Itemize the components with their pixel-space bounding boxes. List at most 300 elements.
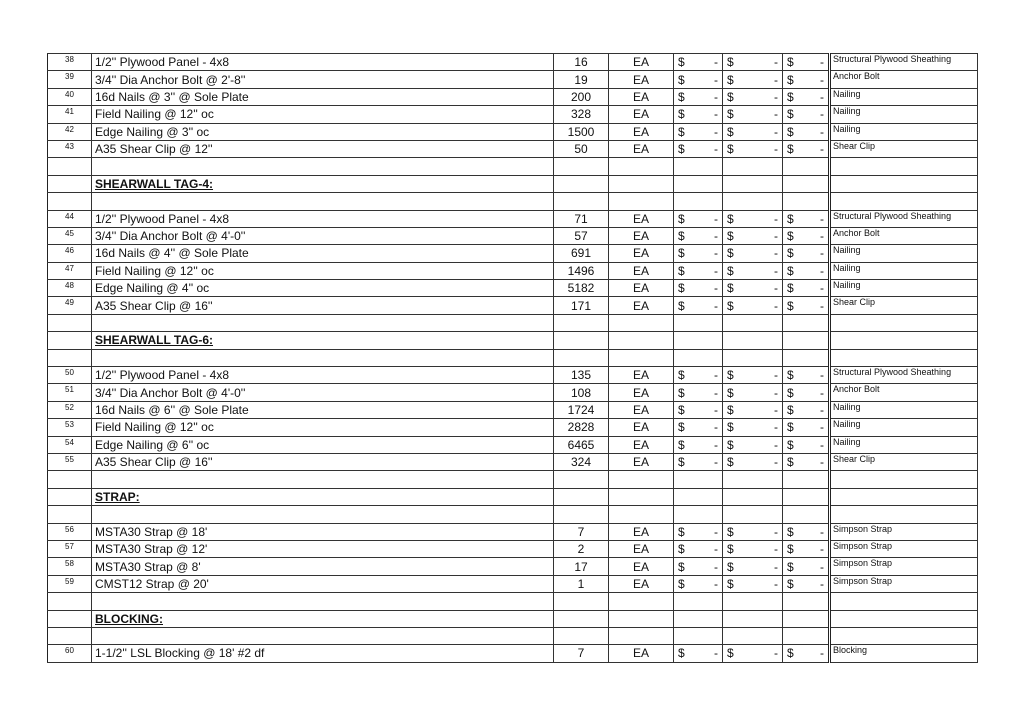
notes-cell[interactable]: Structural Plywood Sheathing [830, 367, 978, 384]
material-cost-cell[interactable] [723, 593, 783, 610]
total-cost-cell[interactable] [783, 106, 830, 123]
unit-cell[interactable] [609, 488, 674, 505]
amount-value: - [774, 455, 778, 470]
notes-cell[interactable]: Simpson Strap [830, 523, 978, 540]
unit-cell[interactable]: EA [609, 280, 674, 297]
material-cost-cell[interactable] [723, 384, 783, 401]
item-number-cell[interactable] [48, 158, 92, 175]
section-title: SHEARWALL TAG-6: [95, 333, 214, 348]
description-cell[interactable]: 16d Nails @ 6'' @ Sole Plate [92, 401, 554, 418]
item-number-cell[interactable]: 49 [48, 297, 92, 314]
notes-cell[interactable] [830, 488, 978, 505]
material-cost-cell[interactable] [723, 262, 783, 279]
item-number-cell[interactable] [48, 488, 92, 505]
description-cell[interactable] [92, 175, 554, 192]
unit-price-cell[interactable] [674, 488, 723, 505]
quantity-cell[interactable]: 108 [554, 384, 609, 401]
notes-cell[interactable]: Simpson Strap [830, 558, 978, 575]
material-cost-cell[interactable] [723, 123, 783, 140]
quantity-cell[interactable] [554, 314, 609, 331]
quantity-cell[interactable] [554, 193, 609, 210]
material-cost-cell[interactable] [723, 453, 783, 470]
material-cost-cell[interactable] [723, 227, 783, 244]
item-number-cell[interactable]: 39 [48, 71, 92, 88]
notes-cell[interactable] [830, 471, 978, 488]
item-number-cell[interactable]: 56 [48, 523, 92, 540]
quantity-cell[interactable] [554, 175, 609, 192]
quantity-cell[interactable]: 324 [554, 453, 609, 470]
description-cell[interactable]: Edge Nailing @ 4'' oc [92, 280, 554, 297]
unit-price-cell[interactable] [674, 558, 723, 575]
notes-cell[interactable] [830, 314, 978, 331]
total-cost-cell[interactable] [783, 627, 830, 644]
item-number-cell[interactable] [48, 314, 92, 331]
total-cost-cell[interactable] [783, 297, 830, 314]
quantity-cell[interactable] [554, 332, 609, 349]
quantity-cell[interactable] [554, 349, 609, 366]
material-cost-cell[interactable] [723, 175, 783, 192]
description-cell[interactable] [92, 193, 554, 210]
item-number-cell[interactable]: 55 [48, 453, 92, 470]
unit-price-cell[interactable] [674, 349, 723, 366]
quantity-cell[interactable]: 50 [554, 140, 609, 157]
unit-cell[interactable] [609, 506, 674, 523]
item-number-cell[interactable]: 60 [48, 645, 92, 662]
total-cost-cell[interactable] [783, 575, 830, 592]
item-number-cell[interactable]: 48 [48, 280, 92, 297]
description-cell[interactable] [92, 314, 554, 331]
quantity-cell[interactable]: 6465 [554, 436, 609, 453]
unit-cell[interactable]: EA [609, 401, 674, 418]
description-cell[interactable] [92, 471, 554, 488]
description-cell[interactable]: 3/4'' Dia Anchor Bolt @ 4'-0'' [92, 384, 554, 401]
unit-price-cell[interactable] [674, 401, 723, 418]
unit-price-cell[interactable] [674, 280, 723, 297]
quantity-cell[interactable]: 1 [554, 575, 609, 592]
description-cell[interactable]: CMST12 Strap @ 20' [92, 575, 554, 592]
unit-price-cell[interactable] [674, 54, 723, 71]
material-cost-cell[interactable] [723, 71, 783, 88]
total-cost-cell[interactable] [783, 367, 830, 384]
quantity-cell[interactable]: 57 [554, 227, 609, 244]
item-number-cell[interactable]: 40 [48, 88, 92, 105]
table-row [48, 262, 978, 279]
notes-cell[interactable]: Simpson Strap [830, 540, 978, 557]
description-cell[interactable]: MSTA30 Strap @ 18' [92, 523, 554, 540]
table-row [48, 123, 978, 140]
unit-price-cell[interactable] [674, 158, 723, 175]
table-row [48, 645, 978, 662]
item-number-cell[interactable] [48, 471, 92, 488]
description-cell[interactable]: 16d Nails @ 4'' @ Sole Plate [92, 245, 554, 262]
description-cell[interactable]: 1/2'' Plywood Panel - 4x8 [92, 54, 554, 71]
description-cell[interactable] [92, 627, 554, 644]
notes-cell[interactable]: Simpson Strap [830, 575, 978, 592]
unit-price-cell[interactable] [674, 297, 723, 314]
notes-cell[interactable]: Anchor Bolt [830, 227, 978, 244]
total-cost-cell[interactable] [783, 332, 830, 349]
unit-price-cell[interactable] [674, 627, 723, 644]
item-number-cell[interactable]: 53 [48, 419, 92, 436]
unit-price-cell[interactable] [674, 88, 723, 105]
total-cost-cell[interactable] [783, 262, 830, 279]
notes-cell[interactable]: Shear Clip [830, 453, 978, 470]
quantity-cell[interactable]: 19 [554, 71, 609, 88]
description-cell[interactable]: 3/4'' Dia Anchor Bolt @ 4'-0'' [92, 227, 554, 244]
quantity-cell[interactable] [554, 610, 609, 627]
unit-cell[interactable]: EA [609, 419, 674, 436]
material-cost-cell[interactable] [723, 367, 783, 384]
total-cost-cell[interactable] [783, 523, 830, 540]
description-cell[interactable]: 1-1/2'' LSL Blocking @ 18' #2 df [92, 645, 554, 662]
item-number-cell[interactable]: 41 [48, 106, 92, 123]
unit-cell[interactable]: EA [609, 367, 674, 384]
unit-cell[interactable] [609, 627, 674, 644]
unit-cell[interactable] [609, 471, 674, 488]
item-number-cell[interactable] [48, 506, 92, 523]
quantity-cell[interactable] [554, 627, 609, 644]
material-cost-cell[interactable] [723, 54, 783, 71]
total-cost-cell[interactable] [783, 314, 830, 331]
unit-cell[interactable]: EA [609, 575, 674, 592]
unit-cell[interactable]: EA [609, 54, 674, 71]
quantity-cell[interactable]: 328 [554, 106, 609, 123]
unit-cell[interactable]: EA [609, 71, 674, 88]
notes-cell[interactable]: Nailing [830, 436, 978, 453]
unit-price-cell[interactable] [674, 610, 723, 627]
total-cost-cell[interactable] [783, 175, 830, 192]
material-cost-cell[interactable] [723, 540, 783, 557]
unit-price-cell[interactable] [674, 140, 723, 157]
item-number-cell[interactable]: 51 [48, 384, 92, 401]
total-cost-cell[interactable] [783, 123, 830, 140]
unit-price-cell[interactable] [674, 523, 723, 540]
currency-symbol: $ [678, 211, 685, 226]
notes-cell[interactable]: Nailing [830, 123, 978, 140]
unit-cell[interactable]: EA [609, 245, 674, 262]
currency-symbol: $ [787, 281, 794, 296]
unit-cell[interactable] [609, 332, 674, 349]
material-cost-cell[interactable] [723, 401, 783, 418]
description-cell[interactable]: MSTA30 Strap @ 8' [92, 558, 554, 575]
unit-cell[interactable]: EA [609, 210, 674, 227]
unit-cell[interactable]: EA [609, 558, 674, 575]
item-number-cell[interactable]: 42 [48, 123, 92, 140]
total-cost-cell[interactable] [783, 158, 830, 175]
unit-cell[interactable] [609, 593, 674, 610]
currency-symbol: $ [727, 281, 734, 296]
notes-cell[interactable]: Nailing [830, 419, 978, 436]
total-cost-cell[interactable] [783, 88, 830, 105]
material-cost-cell[interactable] [723, 158, 783, 175]
total-cost-cell[interactable] [783, 540, 830, 557]
unit-price-cell[interactable] [674, 193, 723, 210]
description-cell[interactable]: A35 Shear Clip @ 12'' [92, 140, 554, 157]
item-number-cell[interactable] [48, 193, 92, 210]
unit-cell[interactable] [609, 349, 674, 366]
notes-cell[interactable]: Blocking [830, 645, 978, 662]
notes-cell[interactable]: Structural Plywood Sheathing [830, 54, 978, 71]
material-cost-cell[interactable] [723, 523, 783, 540]
total-cost-cell[interactable] [783, 54, 830, 71]
quantity-cell[interactable]: 17 [554, 558, 609, 575]
notes-cell[interactable] [830, 175, 978, 192]
quantity-cell[interactable]: 135 [554, 367, 609, 384]
item-number-cell[interactable] [48, 175, 92, 192]
unit-cell[interactable]: EA [609, 88, 674, 105]
quantity-cell[interactable]: 1724 [554, 401, 609, 418]
description-cell[interactable] [92, 593, 554, 610]
unit-price-cell[interactable] [674, 262, 723, 279]
total-cost-cell[interactable] [783, 610, 830, 627]
quantity-cell[interactable] [554, 506, 609, 523]
material-cost-cell[interactable] [723, 558, 783, 575]
notes-cell[interactable]: Nailing [830, 245, 978, 262]
item-number-cell[interactable]: 43 [48, 140, 92, 157]
material-cost-cell[interactable] [723, 314, 783, 331]
notes-cell[interactable] [830, 593, 978, 610]
description-cell[interactable]: 1/2'' Plywood Panel - 4x8 [92, 210, 554, 227]
material-cost-cell[interactable] [723, 419, 783, 436]
unit-price-cell[interactable] [674, 645, 723, 662]
unit-cell[interactable]: EA [609, 140, 674, 157]
notes-cell[interactable]: Nailing [830, 106, 978, 123]
description-cell[interactable] [92, 610, 554, 627]
total-cost-cell[interactable] [783, 193, 830, 210]
unit-price-cell[interactable] [674, 245, 723, 262]
unit-cell[interactable]: EA [609, 453, 674, 470]
quantity-cell[interactable] [554, 471, 609, 488]
currency-symbol: $ [727, 368, 734, 383]
unit-price-cell[interactable] [674, 71, 723, 88]
description-cell[interactable]: MSTA30 Strap @ 12' [92, 540, 554, 557]
notes-cell[interactable]: Structural Plywood Sheathing [830, 210, 978, 227]
total-cost-cell[interactable] [783, 280, 830, 297]
total-cost-cell[interactable] [783, 140, 830, 157]
item-number-cell[interactable]: 50 [48, 367, 92, 384]
material-cost-cell[interactable] [723, 645, 783, 662]
total-cost-cell[interactable] [783, 419, 830, 436]
notes-cell[interactable] [830, 506, 978, 523]
notes-cell[interactable] [830, 349, 978, 366]
item-number-cell[interactable]: 54 [48, 436, 92, 453]
notes-cell[interactable]: Shear Clip [830, 140, 978, 157]
material-cost-cell[interactable] [723, 488, 783, 505]
amount-value: - [774, 542, 778, 557]
material-cost-cell[interactable] [723, 471, 783, 488]
unit-price-cell[interactable] [674, 384, 723, 401]
item-number-cell[interactable] [48, 610, 92, 627]
material-cost-cell[interactable] [723, 280, 783, 297]
notes-cell[interactable] [830, 610, 978, 627]
item-number-cell[interactable] [48, 593, 92, 610]
unit-price-cell[interactable] [674, 506, 723, 523]
unit-cell[interactable] [609, 314, 674, 331]
item-number-cell[interactable] [48, 349, 92, 366]
description-cell[interactable]: 16d Nails @ 3'' @ Sole Plate [92, 88, 554, 105]
unit-cell[interactable]: EA [609, 123, 674, 140]
quantity-cell[interactable]: 71 [554, 210, 609, 227]
total-cost-cell[interactable] [783, 227, 830, 244]
quantity-cell[interactable]: 1496 [554, 262, 609, 279]
item-number-cell[interactable]: 52 [48, 401, 92, 418]
total-cost-cell[interactable] [783, 558, 830, 575]
table-row [48, 419, 978, 436]
description-cell[interactable]: 3/4'' Dia Anchor Bolt @ 2'-8'' [92, 71, 554, 88]
total-cost-cell[interactable] [783, 645, 830, 662]
notes-cell[interactable] [830, 332, 978, 349]
material-cost-cell[interactable] [723, 436, 783, 453]
item-number-cell[interactable]: 46 [48, 245, 92, 262]
unit-price-cell[interactable] [674, 210, 723, 227]
currency-symbol: $ [787, 437, 794, 452]
notes-cell[interactable]: Nailing [830, 280, 978, 297]
description-cell[interactable]: Edge Nailing @ 3'' oc [92, 123, 554, 140]
blank-row [48, 593, 978, 610]
quantity-cell[interactable]: 200 [554, 88, 609, 105]
quantity-cell[interactable]: 171 [554, 297, 609, 314]
unit-cell[interactable] [609, 175, 674, 192]
notes-cell[interactable]: Anchor Bolt [830, 71, 978, 88]
quantity-cell[interactable]: 7 [554, 645, 609, 662]
notes-cell[interactable]: Nailing [830, 401, 978, 418]
material-cost-cell[interactable] [723, 332, 783, 349]
unit-cell[interactable]: EA [609, 540, 674, 557]
material-cost-cell[interactable] [723, 88, 783, 105]
unit-price-cell[interactable] [674, 332, 723, 349]
unit-price-cell[interactable] [674, 175, 723, 192]
material-cost-cell[interactable] [723, 140, 783, 157]
notes-cell[interactable]: Anchor Bolt [830, 384, 978, 401]
table-row [48, 227, 978, 244]
notes-cell[interactable] [830, 158, 978, 175]
item-number-cell[interactable] [48, 332, 92, 349]
total-cost-cell[interactable] [783, 488, 830, 505]
unit-price-cell[interactable] [674, 436, 723, 453]
quantity-cell[interactable]: 7 [554, 523, 609, 540]
unit-cell[interactable] [609, 610, 674, 627]
amount-value: - [820, 420, 824, 435]
unit-price-cell[interactable] [674, 123, 723, 140]
quantity-cell[interactable]: 2 [554, 540, 609, 557]
notes-cell[interactable]: Nailing [830, 88, 978, 105]
description-cell[interactable]: Edge Nailing @ 6'' oc [92, 436, 554, 453]
unit-cell[interactable]: EA [609, 262, 674, 279]
quantity-cell[interactable]: 2828 [554, 419, 609, 436]
currency-symbol: $ [678, 420, 685, 435]
material-cost-cell[interactable] [723, 106, 783, 123]
total-cost-cell[interactable] [783, 384, 830, 401]
item-number-cell[interactable]: 44 [48, 210, 92, 227]
unit-price-cell[interactable] [674, 575, 723, 592]
unit-price-cell[interactable] [674, 106, 723, 123]
unit-price-cell[interactable] [674, 367, 723, 384]
material-cost-cell[interactable] [723, 210, 783, 227]
item-number-cell[interactable]: 58 [48, 558, 92, 575]
total-cost-cell[interactable] [783, 401, 830, 418]
description-cell[interactable] [92, 488, 554, 505]
description-cell[interactable] [92, 349, 554, 366]
quantity-cell[interactable]: 1500 [554, 123, 609, 140]
quantity-cell[interactable] [554, 488, 609, 505]
table-row [48, 540, 978, 557]
notes-cell[interactable] [830, 193, 978, 210]
total-cost-cell[interactable] [783, 71, 830, 88]
unit-cell[interactable]: EA [609, 436, 674, 453]
item-number-cell[interactable]: 47 [48, 262, 92, 279]
total-cost-cell[interactable] [783, 471, 830, 488]
amount-value: - [714, 403, 718, 417]
total-cost-cell[interactable] [783, 453, 830, 470]
unit-cell[interactable]: EA [609, 384, 674, 401]
item-number-cell[interactable]: 57 [48, 540, 92, 557]
material-cost-cell[interactable] [723, 349, 783, 366]
unit-price-cell[interactable] [674, 593, 723, 610]
material-cost-cell[interactable] [723, 610, 783, 627]
quantity-cell[interactable] [554, 593, 609, 610]
unit-cell[interactable]: EA [609, 297, 674, 314]
item-number-cell[interactable]: 38 [48, 54, 92, 71]
quantity-cell[interactable] [554, 158, 609, 175]
total-cost-cell[interactable] [783, 593, 830, 610]
description-cell[interactable] [92, 506, 554, 523]
quantity-cell[interactable]: 16 [554, 54, 609, 71]
description-cell[interactable] [92, 158, 554, 175]
amount-value: - [820, 107, 824, 122]
unit-cell[interactable]: EA [609, 227, 674, 244]
description-cell[interactable]: 1/2'' Plywood Panel - 4x8 [92, 367, 554, 384]
total-cost-cell[interactable] [783, 506, 830, 523]
material-cost-cell[interactable] [723, 627, 783, 644]
quantity-cell[interactable]: 691 [554, 245, 609, 262]
unit-cell[interactable]: EA [609, 523, 674, 540]
description-cell[interactable]: Field Nailing @ 12'' oc [92, 106, 554, 123]
description-cell[interactable]: A35 Shear Clip @ 16'' [92, 297, 554, 314]
notes-cell[interactable] [830, 627, 978, 644]
item-number-cell[interactable] [48, 627, 92, 644]
description-cell[interactable]: A35 Shear Clip @ 16'' [92, 453, 554, 470]
total-cost-cell[interactable] [783, 210, 830, 227]
total-cost-cell[interactable] [783, 245, 830, 262]
description-cell[interactable]: Field Nailing @ 12'' oc [92, 419, 554, 436]
item-number-cell[interactable]: 45 [48, 227, 92, 244]
unit-price-cell[interactable] [674, 453, 723, 470]
description-cell[interactable] [92, 332, 554, 349]
notes-cell[interactable]: Shear Clip [830, 297, 978, 314]
description-cell[interactable]: Field Nailing @ 12'' oc [92, 262, 554, 279]
item-number-cell[interactable]: 59 [48, 575, 92, 592]
unit-cell[interactable] [609, 158, 674, 175]
unit-cell[interactable]: EA [609, 645, 674, 662]
unit-price-cell[interactable] [674, 471, 723, 488]
amount-value: - [820, 124, 824, 139]
quantity-cell[interactable]: 5182 [554, 280, 609, 297]
unit-cell[interactable]: EA [609, 106, 674, 123]
total-cost-cell[interactable] [783, 436, 830, 453]
notes-cell[interactable]: Nailing [830, 262, 978, 279]
unit-cell[interactable] [609, 193, 674, 210]
material-cost-cell[interactable] [723, 193, 783, 210]
material-cost-cell[interactable] [723, 245, 783, 262]
total-cost-cell[interactable] [783, 349, 830, 366]
unit-price-cell[interactable] [674, 227, 723, 244]
unit-price-cell[interactable] [674, 540, 723, 557]
unit-price-cell[interactable] [674, 314, 723, 331]
unit-price-cell[interactable] [674, 419, 723, 436]
material-cost-cell[interactable] [723, 575, 783, 592]
material-cost-cell[interactable] [723, 506, 783, 523]
material-cost-cell[interactable] [723, 297, 783, 314]
